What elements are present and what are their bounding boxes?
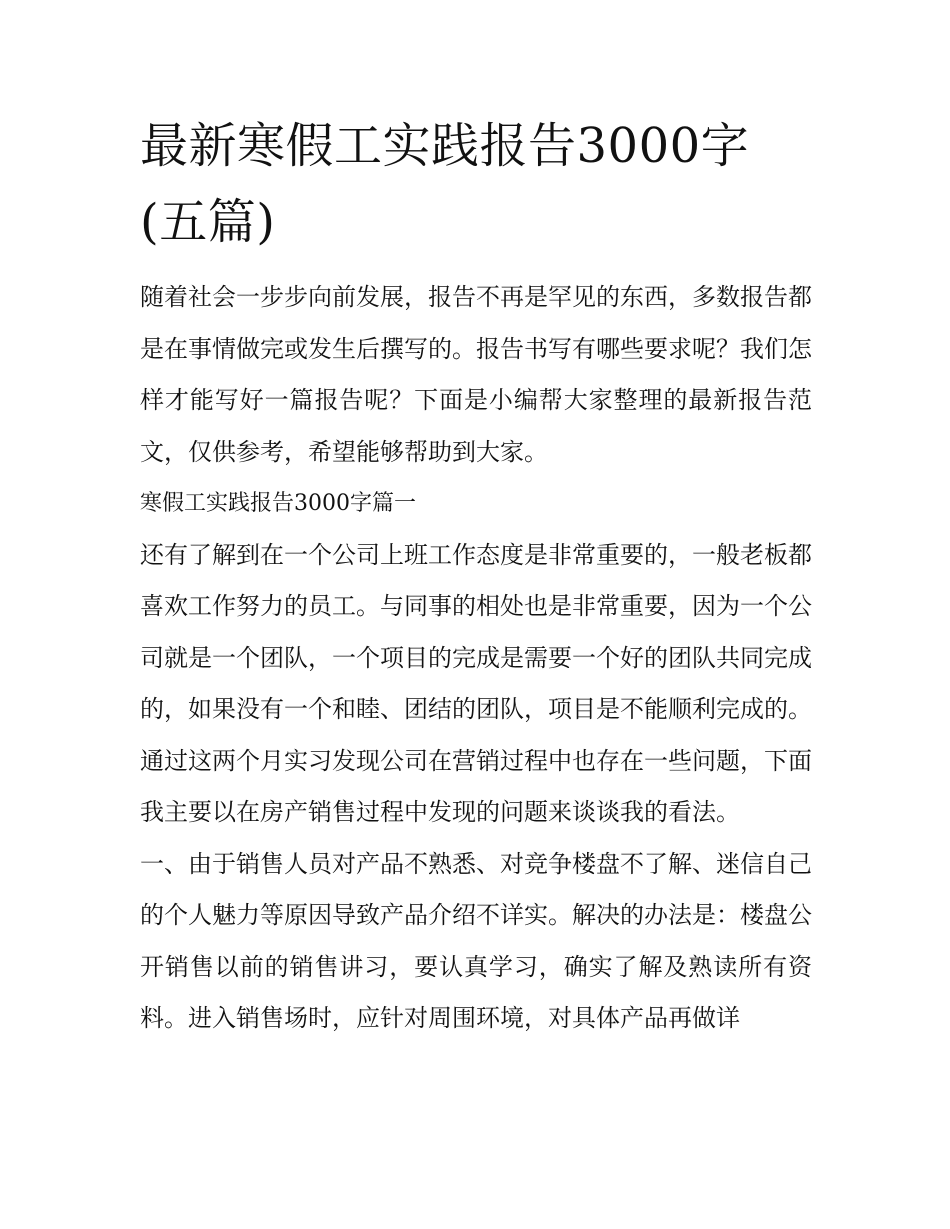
intro-paragraph: 随着社会一步步向前发展，报告不再是罕见的东西，多数报告都是在事情做完或发生后撰写的。报告书写有哪些要求呢？我们怎样才能写好一篇报告呢？下面是小编帮大家整理的最新报告范文，仅供参考，希望能够帮助到大家。: [140, 283, 812, 466]
body-paragraph: 还有了解到在一个公司上班工作态度是非常重要的，一般老板都喜欢工作努力的员工。与同事的相处也是非常重要，因为一个公司就是一个团队，一个项目的完成是需要一个好的团队共同完成的，如果没有一个和睦、团结的团队，项目是不能顺利完成的。通过这两个月实习发现公司在营销过程中也存在一些问题，下面我主要以在房产销售过程中发现的问题来谈谈我的看法。: [140, 540, 812, 826]
document-body: [140, 108, 812, 1045]
section-heading: 寒假工实践报告3000字篇一: [140, 491, 416, 516]
body-paragraph: 一、由于销售人员对产品不熟悉、对竞争楼盘不了解、迷信自己的个人魅力等原因导致产品介绍不详实。解决的办法是：楼盘公开销售以前的销售讲习，要认真学习，确实了解及熟读所有资料。进入销售场时，应针对周围环境，对具体产品再做详: [140, 849, 812, 1032]
document-title: 最新寒假工实践报告3000字(五篇): [140, 118, 750, 250]
